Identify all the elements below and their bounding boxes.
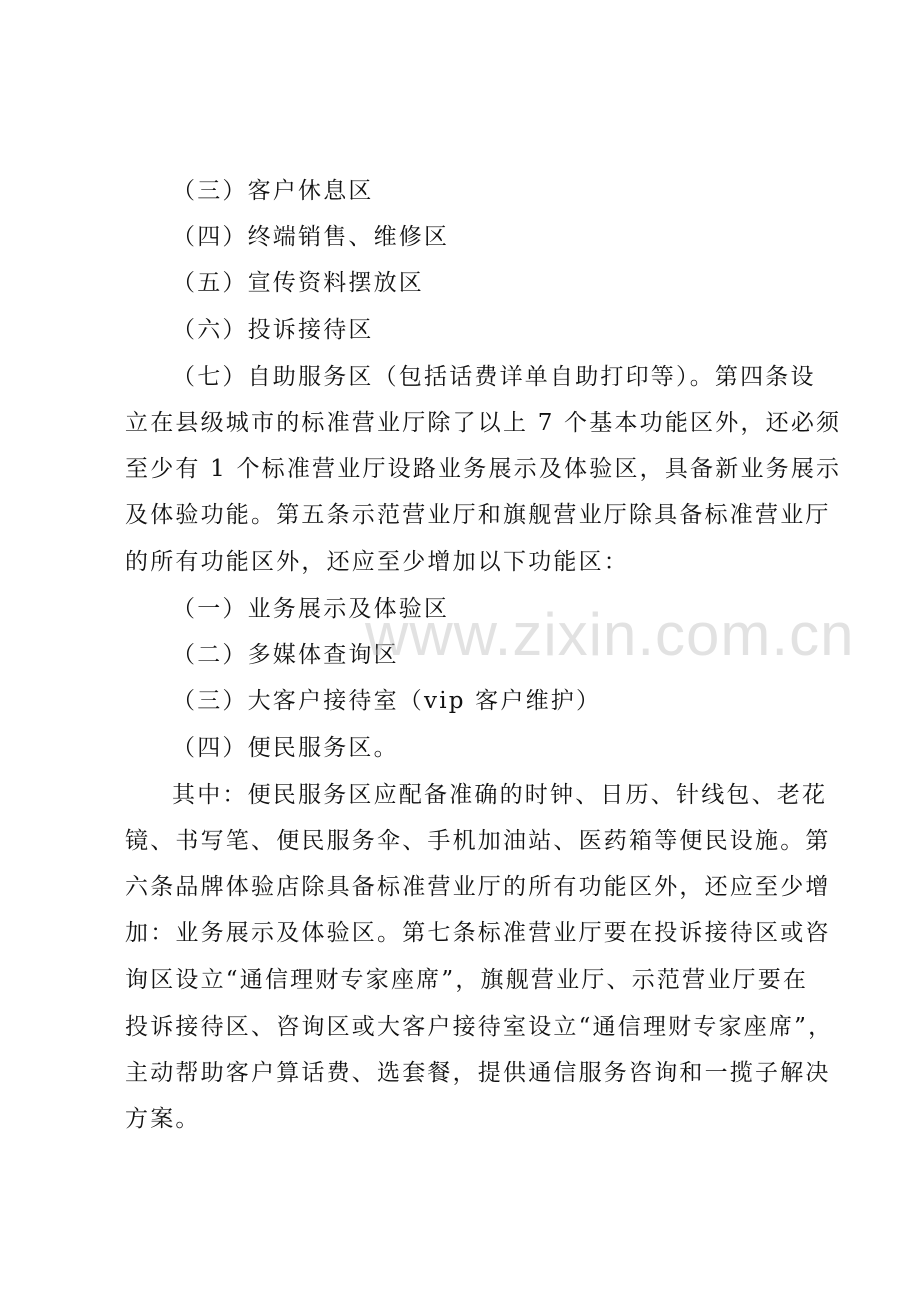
text-line: （五）宣传资料摆放区 bbox=[172, 270, 424, 296]
text-line: （四）终端销售、维修区 bbox=[172, 224, 450, 250]
text-line: 的所有功能区外，还应至少增加以下功能区： bbox=[125, 549, 629, 575]
text-line: 其中：便民服务区应配备准确的时钟、日历、针线包、老花 bbox=[172, 782, 828, 808]
text-line: （三）客户休息区 bbox=[172, 178, 374, 204]
text-line: 加：业务展示及体验区。第七条标准营业厅要在投诉接待区或咨 bbox=[125, 920, 831, 946]
text-line: 六条品牌体验店除具备标准营业厅的所有功能区外，还应至少增 bbox=[125, 874, 831, 900]
text-line: （六）投诉接待区 bbox=[172, 317, 374, 343]
text-line: 至少有 1 个标准营业厅设路业务展示及体验区，具备新业务展示 bbox=[125, 456, 842, 482]
text-line: 询区设立“通信理财专家座席”，旗舰营业厅、示范营业厅要在 bbox=[125, 967, 809, 993]
text-line: （二）多媒体查询区 bbox=[172, 642, 399, 668]
text-line: 投诉接待区、咨询区或大客户接待室设立“通信理财专家座席”， bbox=[125, 1014, 834, 1040]
watermark: www.zixin.com.cn bbox=[365, 601, 855, 668]
text-line: （一）业务展示及体验区 bbox=[172, 596, 450, 622]
text-line: 方案。 bbox=[125, 1106, 201, 1132]
text-line: （七）自助服务区（包括话费详单自助打印等）。第四条设 bbox=[172, 364, 816, 390]
text-line: （四）便民服务区。 bbox=[172, 735, 399, 761]
text-line: 主动帮助客户算话费、选套餐，提供通信服务咨询和一揽子解决 bbox=[125, 1060, 831, 1086]
text-line: 及体验功能。第五条示范营业厅和旗舰营业厅除具备标准营业厅 bbox=[125, 502, 831, 528]
text-line: 立在县级城市的标准营业厅除了以上 7 个基本功能区外，还必须 bbox=[125, 410, 842, 436]
text-line: （三）大客户接待室（vip 客户维护） bbox=[172, 688, 602, 714]
text-line: 镜、书写笔、便民服务伞、手机加油站、医药箱等便民设施。第 bbox=[125, 828, 831, 854]
